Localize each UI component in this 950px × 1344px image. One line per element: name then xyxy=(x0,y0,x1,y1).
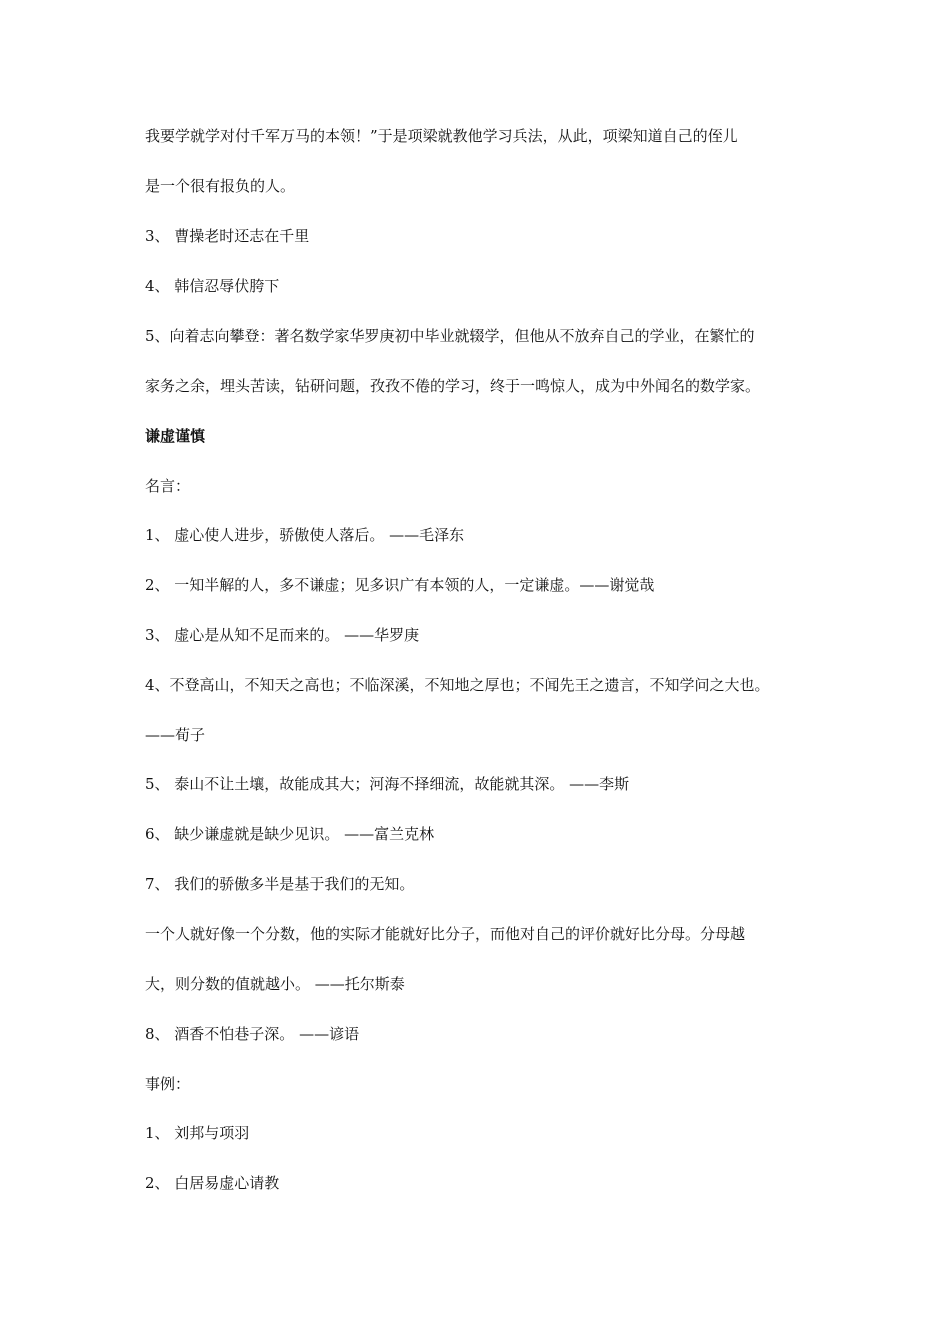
quote-paragraph-line-1: 一个人就好像一个分数，他的实际才能就好比分子，而他对自己的评价就好比分母。分母越 xyxy=(145,925,746,943)
quote-item-2: 2、 一知半解的人，多不谦虚；见多识广有本领的人，一定谦虚。——谢觉哉 xyxy=(145,576,655,594)
quote-paragraph-line-2: 大，则分数的值就越小。 ——托尔斯泰 xyxy=(145,975,405,993)
paragraph-line-2: 是一个很有报负的人。 xyxy=(145,177,296,195)
example-item-2: 2、 白居易虚心请教 xyxy=(145,1174,280,1192)
quote-item-3: 3、 虚心是从知不足而来的。 ——华罗庚 xyxy=(145,626,420,644)
quote-item-4: 4、不登高山，不知天之高也；不临深溪，不知地之厚也；不闻先王之遗言，不知学问之大也。 xyxy=(145,676,770,694)
example-item-5: 5、向着志向攀登：著名数学家华罗庚初中毕业就辍学，但他从不放弃自己的学业，在繁忙的 xyxy=(145,327,755,345)
paragraph-line-1: 我要学就学对付千军万马的本领！”于是项梁就教他学习兵法，从此，项梁知道自己的侄儿 xyxy=(145,127,738,145)
quotes-label: 名言： xyxy=(145,477,191,495)
quote-item-7: 7、 我们的骄傲多半是基于我们的无知。 xyxy=(145,875,415,893)
quote-item-5: 5、 泰山不让土壤，故能成其大；河海不择细流，故能就其深。 ——李斯 xyxy=(145,775,630,793)
quote-item-6: 6、 缺少谦虚就是缺少见识。 ——富兰克林 xyxy=(145,825,435,843)
quote-item-8: 8、 酒香不怕巷子深。 ——谚语 xyxy=(145,1025,360,1043)
quote-item-1: 1、 虚心使人进步，骄傲使人落后。 ——毛泽东 xyxy=(145,526,465,544)
example-item-3: 3、 曹操老时还志在千里 xyxy=(145,227,310,245)
section-heading: 谦虚谨慎 xyxy=(145,427,206,445)
example-item-5-cont: 家务之余，埋头苦读，钻研问题，孜孜不倦的学习，终于一鸣惊人，成为中外闻名的数学家。 xyxy=(145,377,761,395)
example-item-4: 4、 韩信忍辱伏胯下 xyxy=(145,277,280,295)
example-item-1: 1、 刘邦与项羽 xyxy=(145,1124,250,1142)
quote-item-4-author: ——荀子 xyxy=(145,726,206,744)
examples-label: 事例： xyxy=(145,1075,191,1093)
